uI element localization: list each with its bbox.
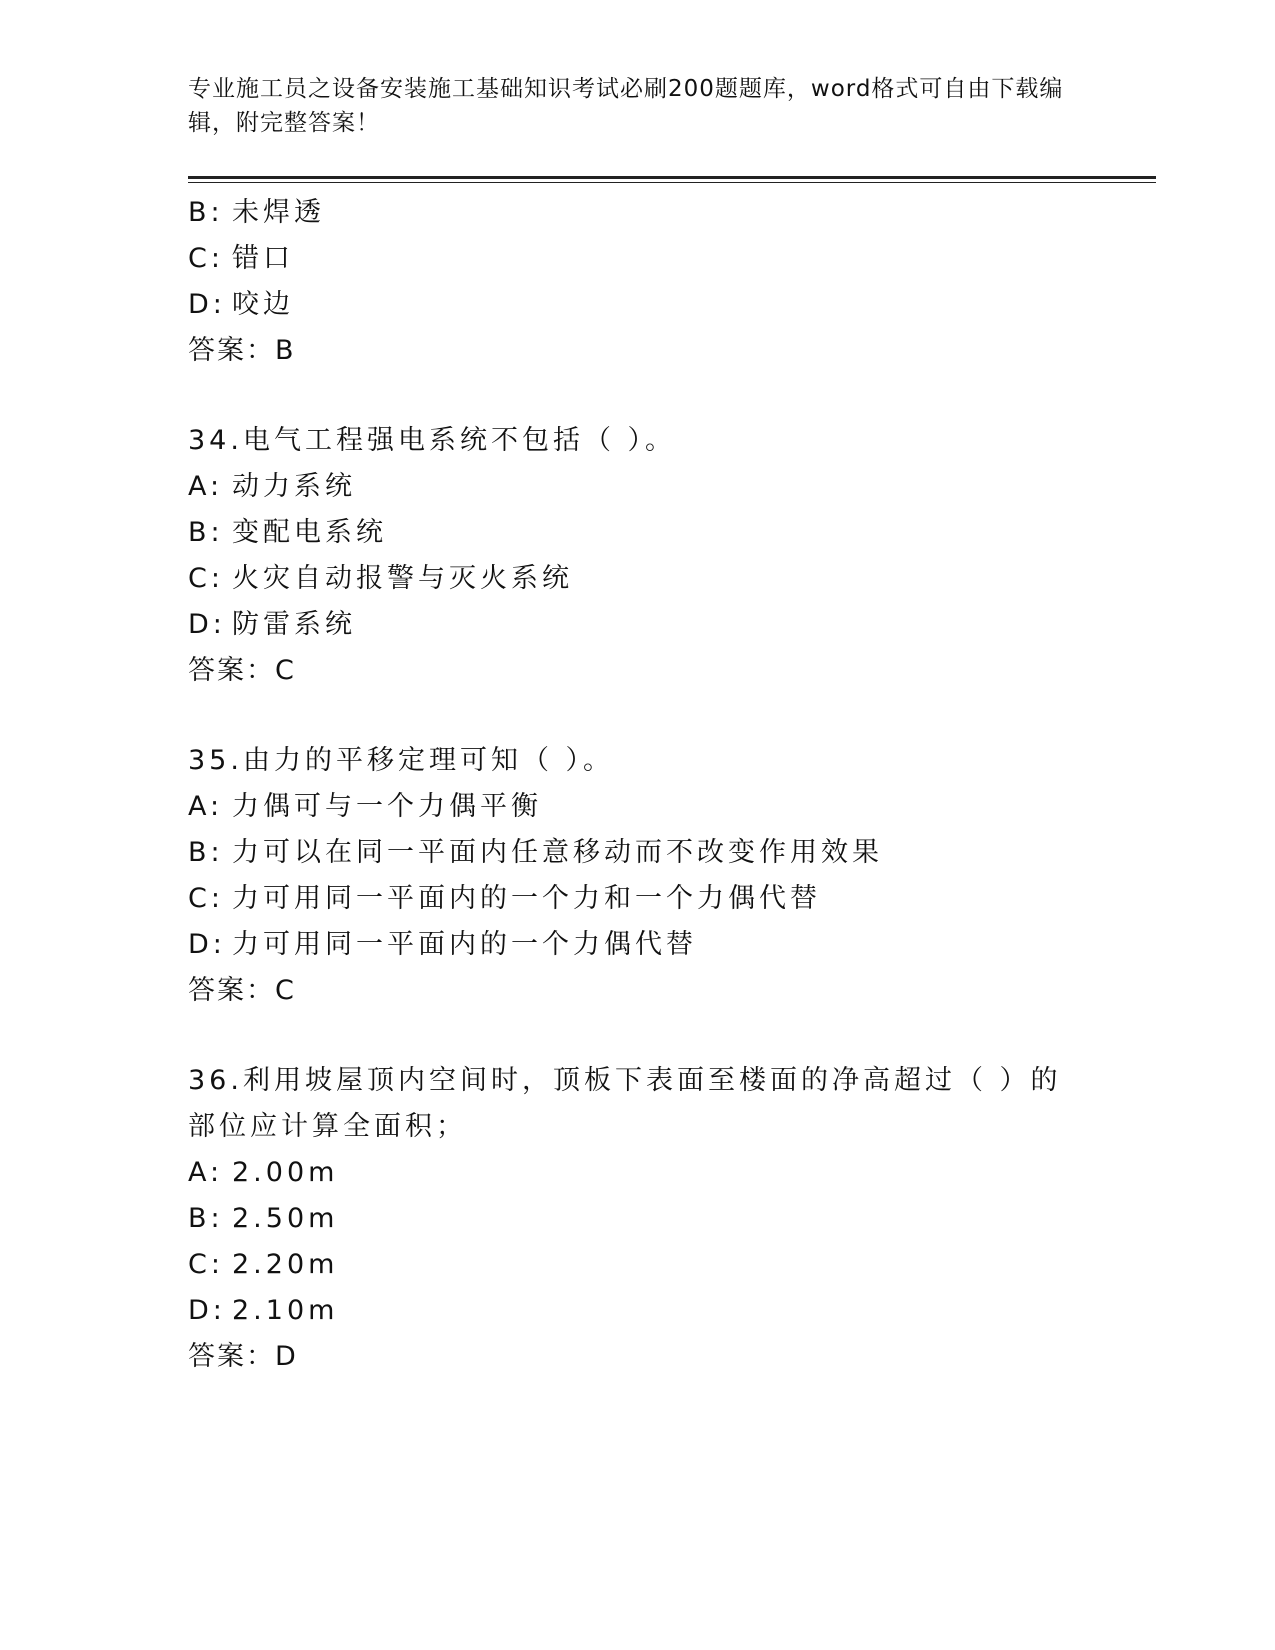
question-stem: 35.由力的平移定理可知（ ）。 bbox=[188, 745, 615, 776]
option-a bbox=[188, 1150, 1088, 1196]
option-text: 动力系统 bbox=[232, 471, 356, 502]
option-text: 咬边 bbox=[232, 289, 294, 320]
question-block-36 bbox=[188, 1058, 1088, 1380]
option-key: D: bbox=[188, 289, 226, 320]
option-key: D: bbox=[188, 929, 226, 960]
option-key: C: bbox=[188, 883, 224, 914]
option-text: 力偶可与一个力偶平衡 bbox=[232, 791, 542, 822]
option-b bbox=[188, 1196, 1088, 1242]
option-key: C: bbox=[188, 1249, 224, 1280]
option-key: B: bbox=[188, 1203, 224, 1234]
page-header-title: 专业施工员之设备安装施工基础知识考试必刷200题题库，word格式可自由下载编辑，附完整答案！ bbox=[188, 76, 1064, 136]
question-block-34 bbox=[188, 418, 1088, 694]
option-text: 火灾自动报警与灭火系统 bbox=[232, 563, 573, 594]
option-c bbox=[188, 556, 1088, 602]
option-key: D: bbox=[188, 1295, 226, 1326]
option-text: 力可以在同一平面内任意移动而不改变作用效果 bbox=[232, 837, 883, 868]
question-content bbox=[188, 190, 1088, 1380]
option-d bbox=[188, 282, 1088, 328]
question-stem: 36.利用坡屋顶内空间时，顶板下表面至楼面的净高超过（ ）的部位应计算全面积； bbox=[188, 1065, 1062, 1142]
spacer bbox=[188, 374, 1088, 418]
option-c bbox=[188, 876, 1088, 922]
answer-line: 答案：D bbox=[188, 1341, 298, 1372]
option-text: 2.50m bbox=[232, 1203, 339, 1234]
option-key: A: bbox=[188, 791, 224, 822]
answer-line: 答案：C bbox=[188, 975, 296, 1006]
answer-line: 答案：C bbox=[188, 655, 296, 686]
spacer bbox=[188, 1014, 1088, 1058]
option-text: 2.20m bbox=[232, 1249, 339, 1280]
option-c bbox=[188, 236, 1088, 282]
option-key: B: bbox=[188, 197, 224, 228]
option-b bbox=[188, 830, 1088, 876]
header-divider-thin bbox=[188, 182, 1156, 183]
option-text: 错口 bbox=[232, 243, 294, 274]
option-key: A: bbox=[188, 471, 224, 502]
option-c bbox=[188, 1242, 1088, 1288]
option-d bbox=[188, 602, 1088, 648]
option-text: 2.00m bbox=[232, 1157, 339, 1188]
question-block-partial bbox=[188, 190, 1088, 374]
option-key: B: bbox=[188, 837, 224, 868]
option-key: A: bbox=[188, 1157, 224, 1188]
spacer bbox=[188, 694, 1088, 738]
option-a bbox=[188, 464, 1088, 510]
option-key: D: bbox=[188, 609, 226, 640]
option-a bbox=[188, 784, 1088, 830]
option-d bbox=[188, 922, 1088, 968]
option-text: 变配电系统 bbox=[232, 517, 387, 548]
option-key: C: bbox=[188, 243, 224, 274]
option-b bbox=[188, 510, 1088, 556]
option-text: 力可用同一平面内的一个力和一个力偶代替 bbox=[232, 883, 821, 914]
question-stem: 34.电气工程强电系统不包括（ ）。 bbox=[188, 425, 677, 456]
answer-line: 答案：B bbox=[188, 335, 296, 366]
option-key: B: bbox=[188, 517, 224, 548]
option-text: 防雷系统 bbox=[232, 609, 356, 640]
header-divider-thick bbox=[188, 176, 1156, 179]
option-text: 未焊透 bbox=[232, 197, 325, 228]
question-block-35 bbox=[188, 738, 1088, 1014]
option-b bbox=[188, 190, 1088, 236]
option-text: 力可用同一平面内的一个力偶代替 bbox=[232, 929, 697, 960]
option-key: C: bbox=[188, 563, 224, 594]
option-text: 2.10m bbox=[232, 1295, 339, 1326]
option-d bbox=[188, 1288, 1088, 1334]
